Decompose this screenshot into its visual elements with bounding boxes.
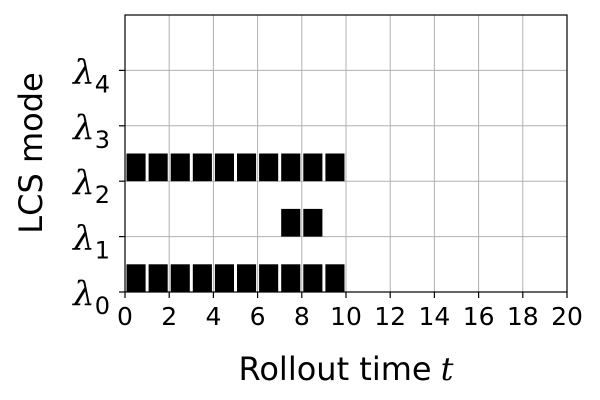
event-mode-2-t-6 — [259, 154, 278, 182]
event-mode-2-t-9 — [325, 154, 344, 182]
event-mode-2-t-0 — [127, 154, 146, 182]
y-tick-label-mode-2: $\lambda_2$ — [73, 163, 110, 210]
x-tick-label: 14 — [418, 302, 451, 331]
event-mode-2-t-7 — [281, 154, 300, 182]
event-mode-0-t-5 — [237, 264, 256, 292]
y-tick-label-mode-0: $\lambda_0$ — [73, 274, 110, 320]
event-mode-2-t-5 — [237, 154, 256, 182]
event-mode-2-t-4 — [215, 154, 234, 182]
x-tick-label: 4 — [205, 302, 222, 331]
event-mode-0-t-4 — [215, 264, 234, 292]
event-mode-2-t-1 — [149, 154, 168, 182]
grid-lines — [125, 15, 567, 292]
x-tick-label: 16 — [462, 302, 495, 331]
y-tick-label-mode-4: $\lambda_4$ — [73, 52, 110, 99]
event-mode-0-t-6 — [259, 264, 278, 292]
event-mode-2-t-2 — [171, 154, 190, 182]
event-mode-0-t-1 — [149, 264, 168, 292]
x-axis-label-variable: t — [440, 350, 454, 388]
event-mode-0-t-9 — [325, 264, 344, 292]
y-tick-label-mode-3: $\lambda_3$ — [73, 107, 110, 154]
x-axis-ticks — [117, 292, 583, 331]
x-axis-label-text: Rollout time — [238, 350, 432, 388]
x-tick-label: 12 — [374, 302, 407, 331]
x-tick-label: 0 — [117, 302, 133, 331]
event-mode-0-t-3 — [193, 264, 212, 292]
x-tick-label: 8 — [293, 302, 310, 331]
event-mode-0-t-7 — [281, 264, 300, 292]
x-tick-label: 2 — [161, 302, 178, 331]
x-tick-label: 20 — [551, 302, 583, 331]
event-mode-0-t-8 — [303, 264, 322, 292]
event-mode-2-t-3 — [193, 154, 212, 182]
x-axis-label — [239, 350, 454, 388]
y-axis-ticks — [71, 52, 125, 320]
event-mode-0-t-0 — [127, 264, 146, 292]
event-mode-0-t-2 — [171, 264, 190, 292]
x-tick-label: 10 — [330, 302, 362, 331]
event-mode-1-t-7 — [281, 209, 300, 237]
event-mode-1-t-8 — [303, 209, 322, 237]
y-axis-label: LCS mode — [12, 72, 50, 234]
y-tick-label-mode-1: $\lambda_1$ — [73, 218, 110, 265]
event-mode-2-t-8 — [303, 154, 322, 182]
x-tick-label: 18 — [506, 302, 539, 331]
event-markers — [127, 154, 345, 293]
x-tick-label: 6 — [249, 302, 266, 331]
